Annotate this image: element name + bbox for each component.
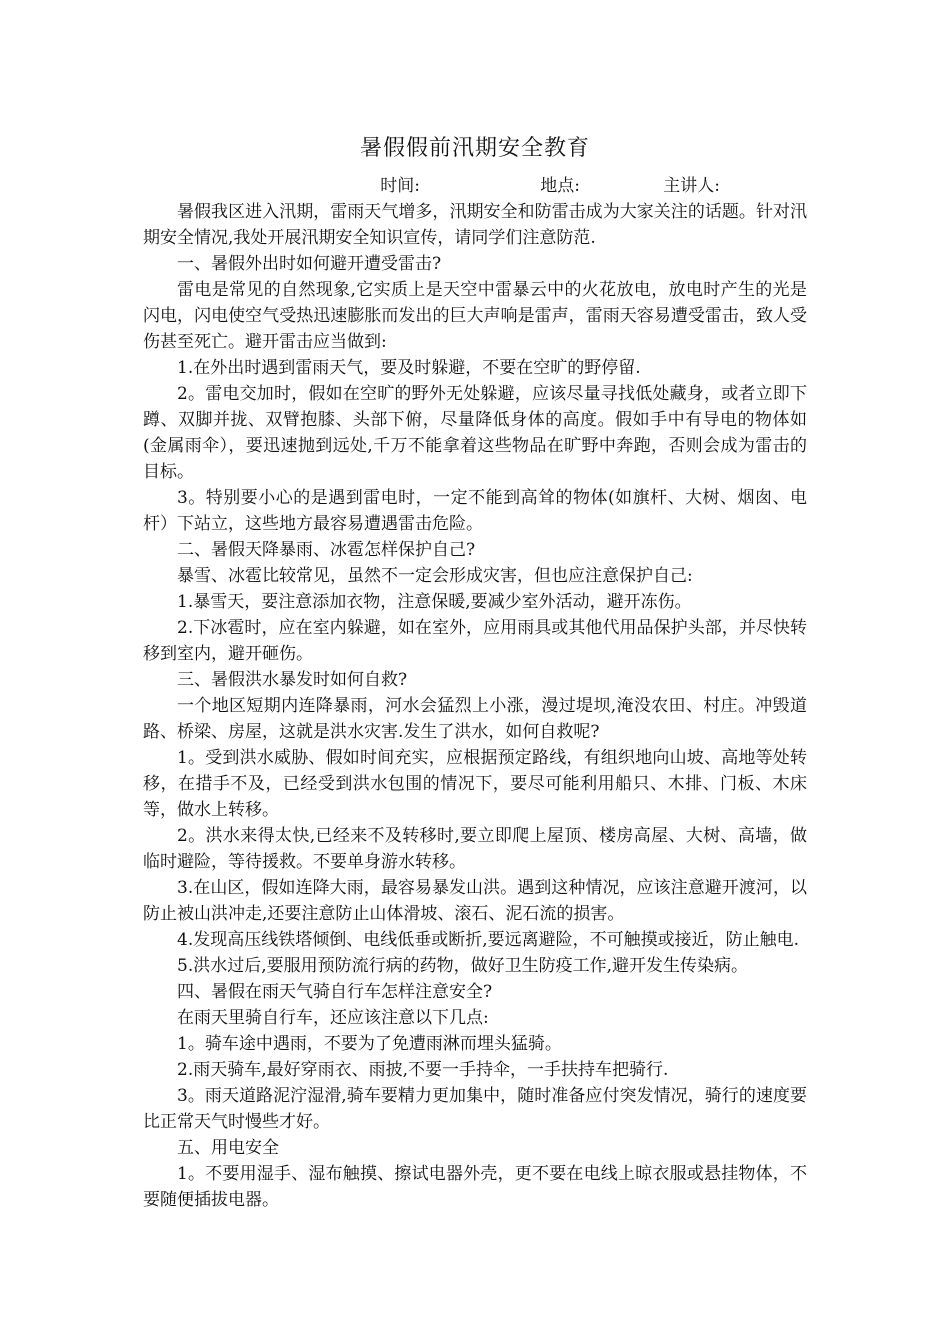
list-item: 2.雨天骑车,最好穿雨衣、雨披,不要一手持伞，一手扶持车把骑行.	[177, 1060, 669, 1080]
section-heading: 一、暑假外出时如何避开遭受雷击?	[177, 254, 442, 274]
list-item: 2。洪水来得太快,已经来不及转移时,要立即爬上屋顶、楼房高屋、大树、高墙，做临时避险，等待援救。不要单身游水转移。	[143, 826, 807, 872]
list-item: 1。受到洪水威胁、假如时间充实，应根据预定路线，有组织地向山坡、高地等处转移，在措手不及，已经受到洪水包围的情况下，要尽可能利用船只、木排、门板、木床等，做水上转移。	[143, 748, 807, 820]
list-item: 2。雷电交加时，假如在空旷的野外无处躲避，应该尽量寻找低处藏身，或者立即下蹲、双脚并拢、双臂抱膝、头部下俯，尽量降低身体的高度。假如手中有导电的物体如(金属雨伞），要迅速抛到远处,千万不能拿着这些物品在旷野中奔跑，否则会成为雷击的目标。	[143, 384, 807, 482]
list-item: 1。不要用湿手、湿布触摸、擦试电器外壳，更不要在电线上晾衣服或悬挂物体，不要随便插拔电器。	[143, 1164, 807, 1210]
section-heading: 三、暑假洪水暴发时如何自救?	[177, 670, 408, 690]
paragraph: 一个地区短期内连降暴雨，河水会猛烈上小涨，漫过堤坝,淹没农田、村庄。冲毁道路、桥梁、房屋，这就是洪水灾害.发生了洪水，如何自救呢?	[143, 696, 807, 742]
page-title: 暑假假前汛期安全教育	[359, 136, 590, 161]
section-heading: 五、用电安全	[177, 1138, 279, 1158]
section-heading: 四、暑假在雨天气骑自行车怎样注意安全?	[177, 982, 493, 1002]
list-item: 1.暴雪天，要注意添加衣物，注意保暖,要减少室外活动，避开冻伤。	[177, 592, 692, 612]
section-heading: 二、暑假天降暴雨、冰雹怎样保护自己?	[177, 540, 476, 560]
meta-line	[143, 173, 807, 199]
meta-time: 时间:	[380, 176, 420, 196]
document-body	[143, 131, 807, 1213]
list-item: 4.发现高压线铁塔倾倒、电线低垂或断折,要远离避险，不可触摸或接近，防止触电.	[177, 930, 800, 950]
list-item: 3。特别要小心的是遇到雷电时，一定不能到高耸的物体(如旗杆、大树、烟囱、电杆）下站立，这些地方最容易遭遇雷击危险。	[143, 488, 807, 534]
paragraph: 在雨天里骑自行车，还应该注意以下几点:	[177, 1008, 489, 1028]
list-item: 2.下冰雹时，应在室内躲避，如在室外，应用雨具或其他代用品保护头部，并尽快转移到室内，避开砸伤。	[143, 618, 807, 664]
list-item: 1.在外出时遇到雷雨天气，要及时躲避，不要在空旷的野停留.	[177, 358, 641, 378]
meta-place: 地点:	[540, 176, 580, 196]
list-item: 3.在山区，假如连降大雨，最容易暴发山洪。遇到这种情况，应该注意避开渡河，以防止被山洪冲走,还要注意防止山体滑坡、滚石、泥石流的损害。	[143, 878, 807, 924]
list-item: 5.洪水过后,要服用预防流行病的药物，做好卫生防疫工作,避开发生传染病。	[177, 956, 749, 976]
paragraph: 暑假我区进入汛期，雷雨天气增多，汛期安全和防雷击成为大家关注的话题。针对汛期安全情况,我处开展汛期安全知识宣传，请同学们注意防范.	[143, 202, 807, 248]
meta-speaker: 主讲人:	[663, 176, 720, 196]
paragraph: 暴雪、冰雹比较常见，虽然不一定会形成灾害，但也应注意保护自己:	[177, 566, 693, 586]
paragraph-list	[143, 199, 807, 1213]
list-item: 1。骑车途中遇雨，不要为了免遭雨淋而埋头猛骑。	[177, 1034, 562, 1054]
paragraph: 雷电是常见的自然现象,它实质上是天空中雷暴云中的火花放电，放电时产生的光是闪电，闪电使空气受热迅速膨胀而发出的巨大声响是雷声，雷雨天容易遭受雷击，致人受伤甚至死亡。避开雷击应当做到:	[143, 280, 807, 352]
list-item: 3。雨天道路泥泞湿滑,骑车要精力更加集中，随时准备应付突发情况，骑行的速度要比正常天气时慢些才好。	[143, 1086, 807, 1132]
